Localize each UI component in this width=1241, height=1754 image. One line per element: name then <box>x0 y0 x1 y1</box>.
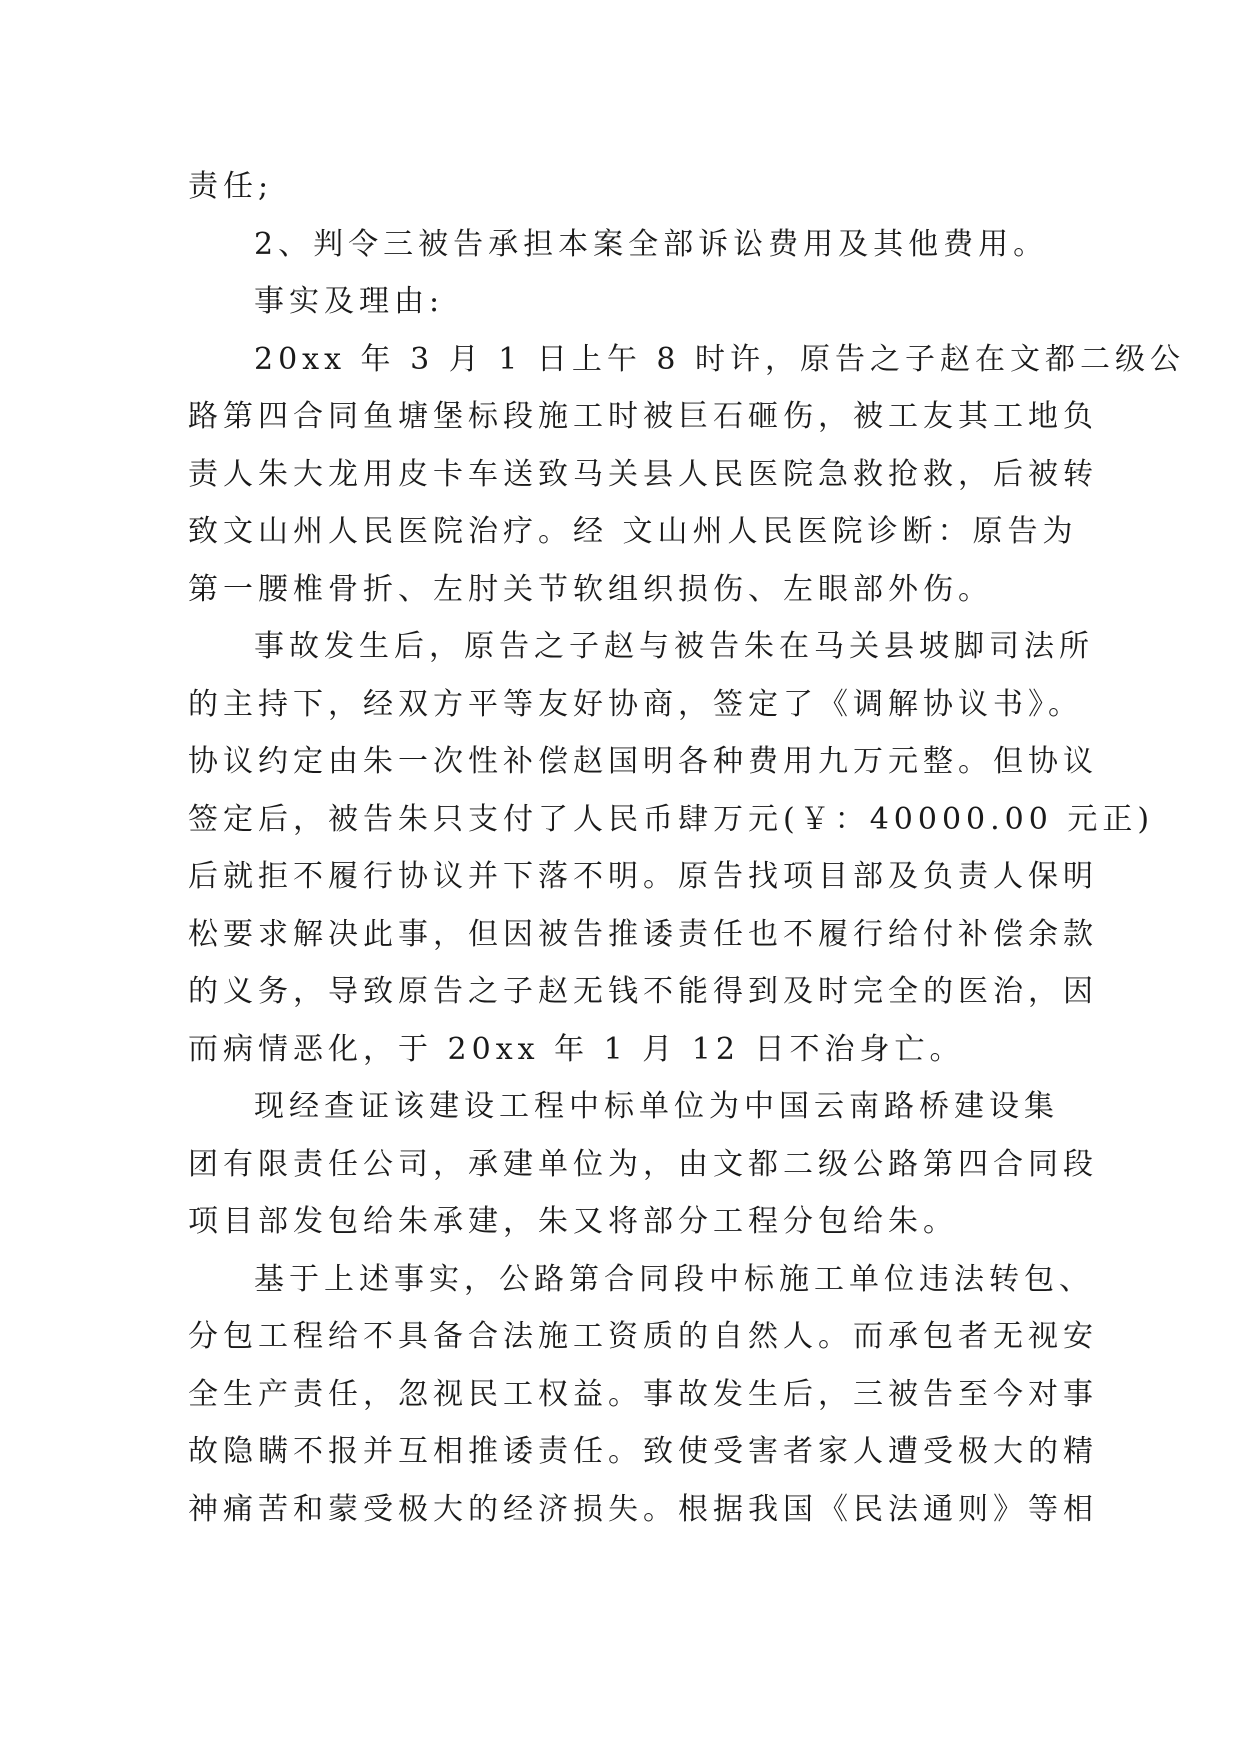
document-body <box>188 158 1186 1538</box>
text-line-15: 的义务，导致原告之子赵无钱不能得到及时完全的医治，因 <box>188 974 1098 1009</box>
text-line-13: 后就拒不履行协议并下落不明。原告找项目部及负责人保明 <box>188 859 1098 894</box>
text-line-5: 路第四合同鱼塘堡标段施工时被巨石砸伤，被工友其工地负 <box>188 399 1098 434</box>
text-line-22: 全生产责任，忽视民工权益。事故发生后，三被告至今对事 <box>188 1376 1098 1412</box>
text-line-24: 神痛苦和蒙受极大的经济损失。根据我国《民法通则》等相 <box>188 1491 1098 1527</box>
text-line-21: 分包工程给不具备合法施工资质的自然人。而承包者无视安 <box>188 1319 1098 1354</box>
text-line-19: 项目部发包给朱承建，朱又将部分工程分包给朱。 <box>188 1204 958 1239</box>
text-line-9: 事故发生后，原告之子赵与被告朱在马关县坡脚司法所 <box>254 629 1094 664</box>
text-line-2: 2、判令三被告承担本案全部诉讼费用及其他费用。 <box>254 226 1049 262</box>
text-line-12: 签定后，被告朱只支付了人民币肆万元(￥：40000.00 元正) <box>188 801 1155 837</box>
text-line-4: 20xx 年 3 月 1 日上午 8 时许，原告之子赵在文都二级公 <box>254 341 1186 377</box>
text-line-16: 而病情恶化，于 20xx 年 1 月 12 日不治身亡。 <box>188 1031 965 1067</box>
text-line-3: 事实及理由: <box>254 284 445 319</box>
text-line-17: 现经查证该建设工程中标单位为中国云南路桥建设集 <box>254 1089 1059 1124</box>
text-line-23: 故隐瞒不报并互相推诿责任。致使受害者家人遭受极大的精 <box>188 1434 1098 1469</box>
text-line-14: 松要求解决此事，但因被告推诿责任也不履行给付补偿余款 <box>188 916 1098 952</box>
text-line-7: 致文山州人民医院治疗。经 文山州人民医院诊断：原告为 <box>188 514 1078 549</box>
text-line-6: 责人朱大龙用皮卡车送致马关县人民医院急救抢救，后被转 <box>188 456 1098 492</box>
text-line-11: 协议约定由朱一次性补偿赵国明各种费用九万元整。但协议 <box>188 744 1098 779</box>
text-line-18: 团有限责任公司，承建单位为，由文都二级公路第四合同段 <box>188 1146 1098 1182</box>
text-line-1: 责任; <box>188 169 274 204</box>
text-line-8: 第一腰椎骨折、左肘关节软组织损伤、左眼部外伤。 <box>188 571 993 607</box>
text-line-20: 基于上述事实，公路第合同段中标施工单位违法转包、 <box>254 1261 1094 1297</box>
text-line-10: 的主持下，经双方平等友好协商，签定了《调解协议书》。 <box>188 686 1083 722</box>
